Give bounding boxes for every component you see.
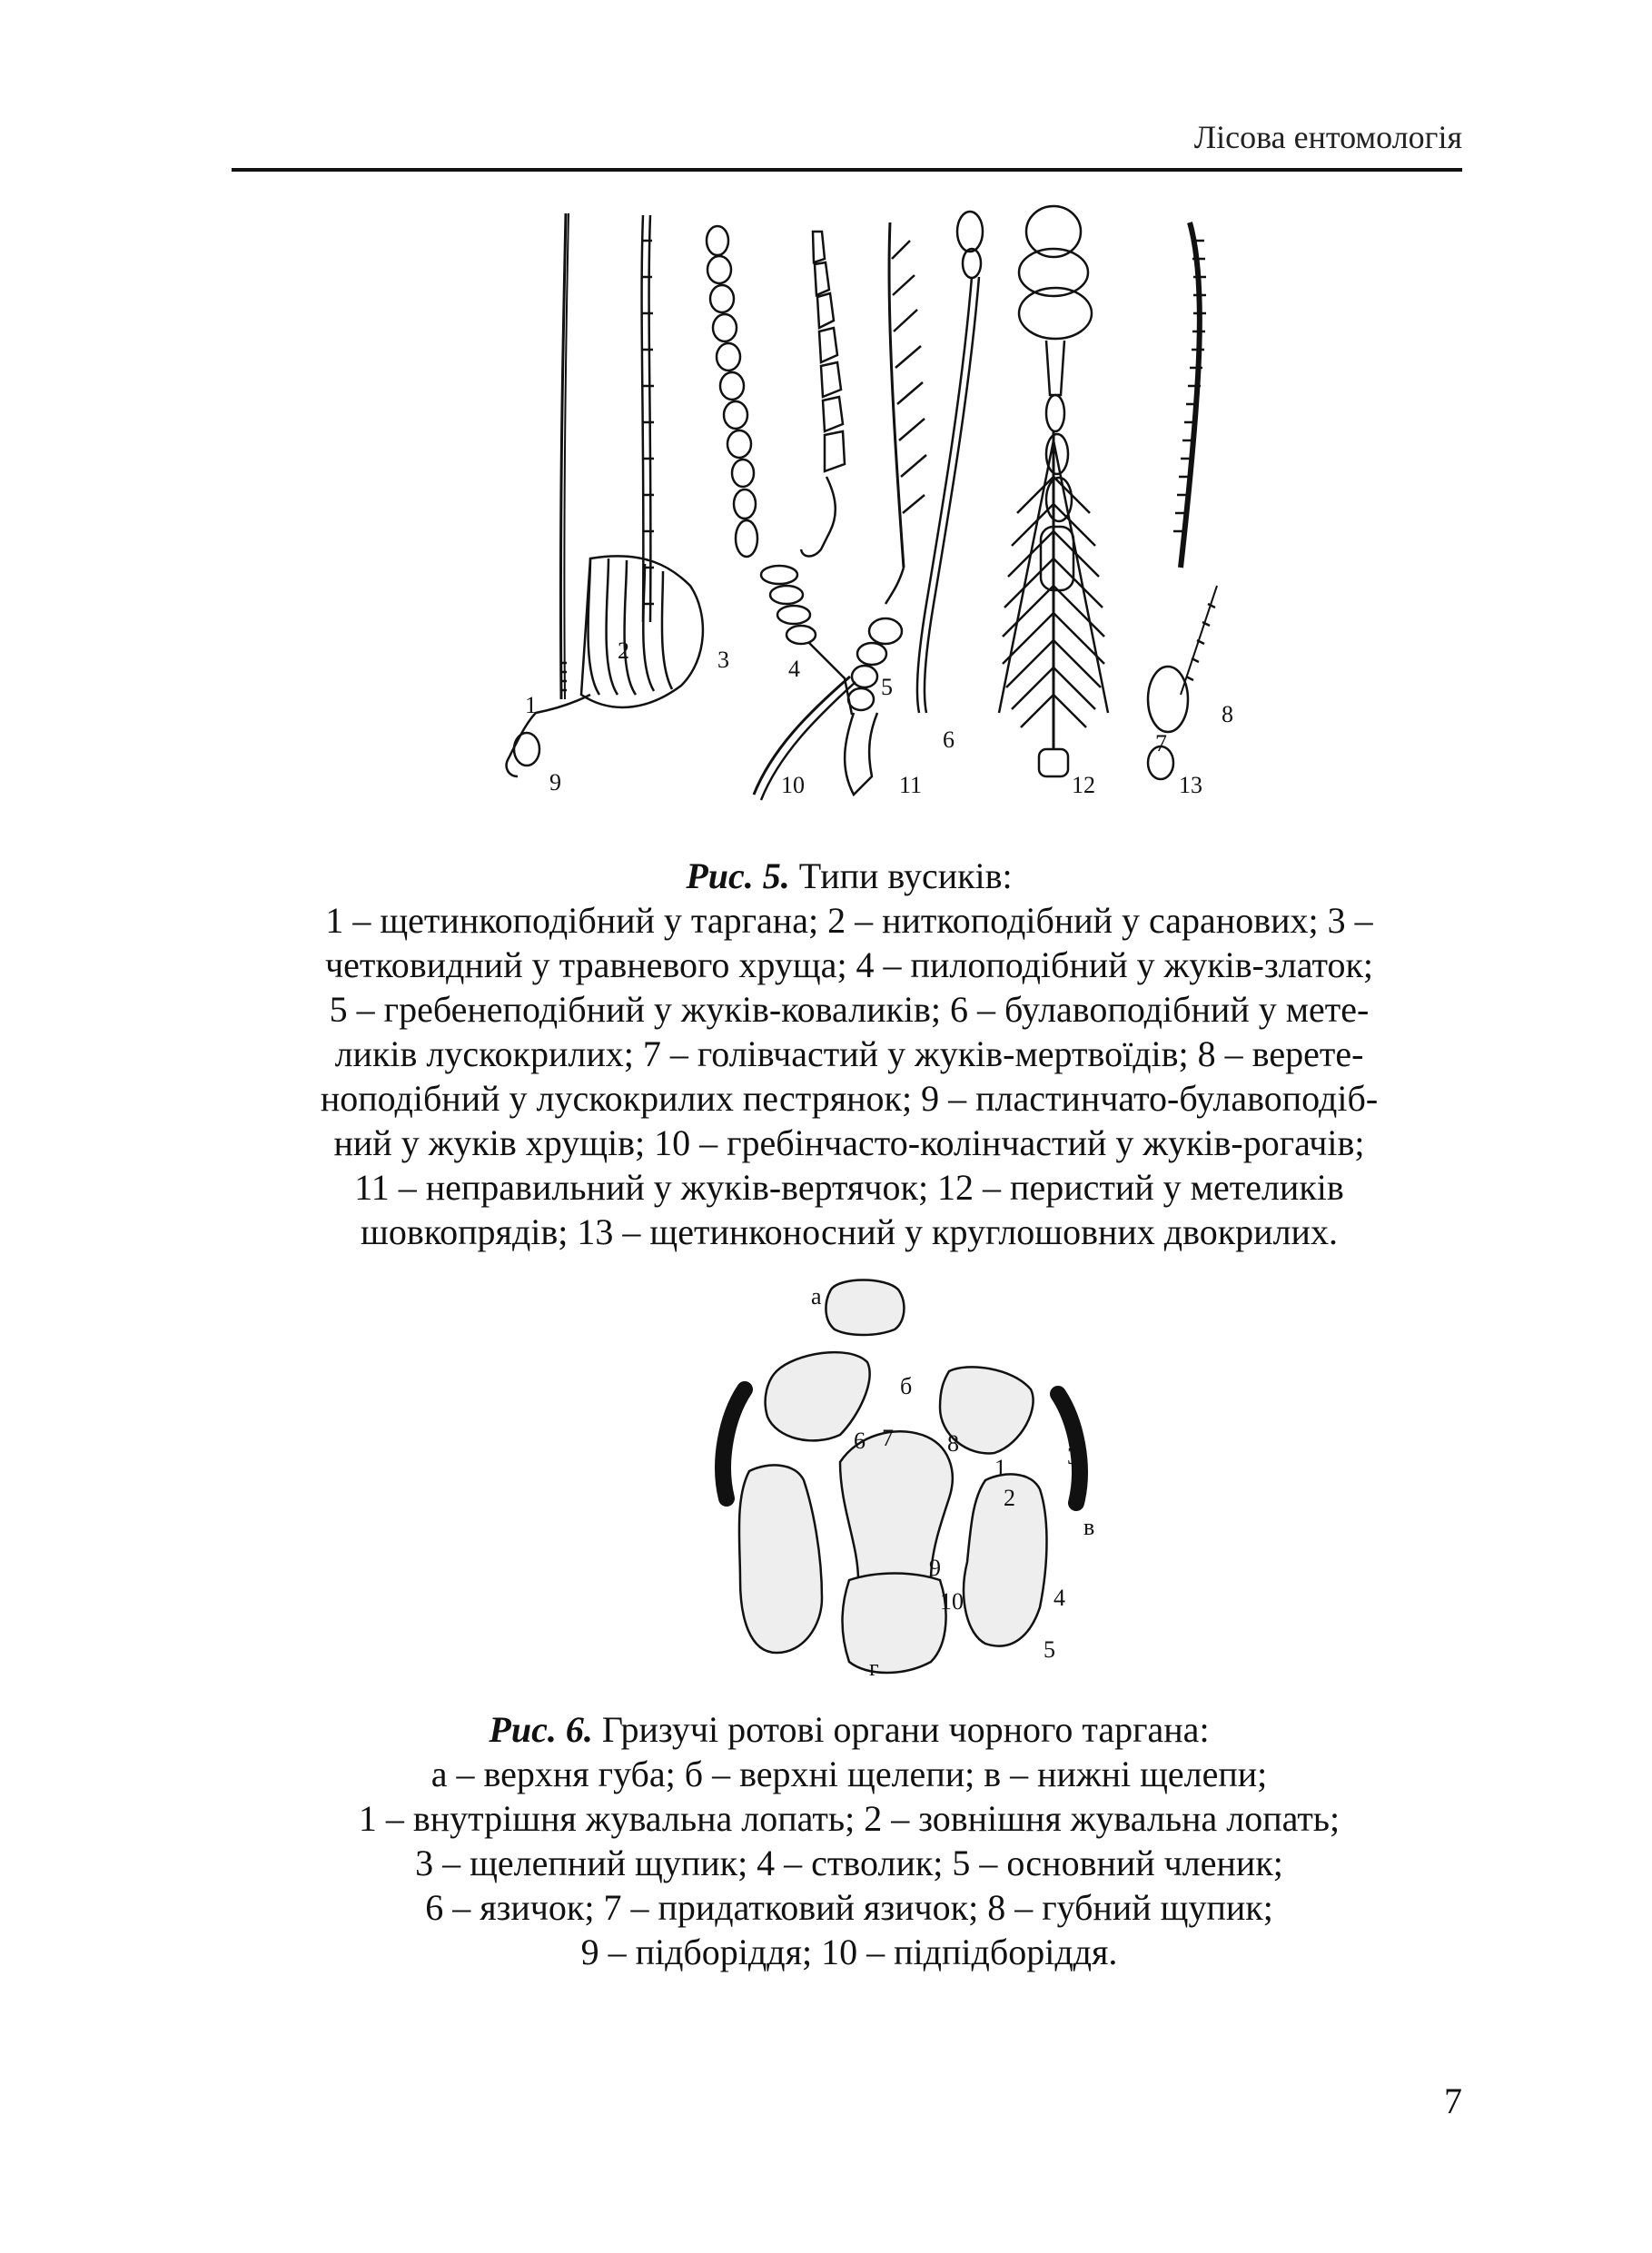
fig6-label-g: г xyxy=(869,1655,879,1680)
figure-6-caption-line: а – верхня губа; б – верхні щелепи; в – нижні щелепи; xyxy=(430,1754,1268,1794)
antenna-6-drawing xyxy=(917,212,983,713)
figure-6-caption-line: 3 – щелепний щупик; 4 – стволик; 5 – основний членик; xyxy=(415,1843,1283,1883)
header-rule xyxy=(232,168,1462,172)
figure-5-caption-line: 1 – щетинкоподібний у таргана; 2 – ниткоподібний у саранових; 3 – xyxy=(325,900,1373,941)
fig5-label-2: 2 xyxy=(618,637,629,664)
labrum-drawing xyxy=(826,1280,904,1336)
figure-5-caption xyxy=(227,854,1471,1254)
fig6-label-a: а xyxy=(811,1283,822,1309)
antenna-10-drawing xyxy=(754,566,856,800)
fig6-label-10: 10 xyxy=(940,1588,964,1615)
figure-5-caption-line: четковидний у травневого хруща; 4 – пилоподібний у жуків-златок; xyxy=(325,944,1373,985)
fig5-label-4: 4 xyxy=(788,656,800,682)
fig6-label-5: 5 xyxy=(1044,1636,1055,1663)
figure-6-number: Рис. 6. xyxy=(489,1709,593,1750)
figure-6-caption-line: 1 – внутрішня жувальна лопать; 2 – зовнішня жувальна лопать; xyxy=(358,1798,1340,1839)
fig5-label-6: 6 xyxy=(943,726,955,753)
figure-5-caption-line: шовкопрядів; 13 – щетинконосний у круглошовних двокрилих. xyxy=(361,1211,1338,1252)
fig5-label-7: 7 xyxy=(1155,730,1167,756)
fig5-label-3: 3 xyxy=(717,647,729,673)
fig6-label-v: в xyxy=(1083,1514,1095,1540)
fig6-label-8: 8 xyxy=(947,1430,959,1457)
figure-6-title: Гризучі ротові органи чорного таргана: xyxy=(601,1709,1210,1750)
figure-5-caption-line: ноподібний у лускокрилих пестрянок; 9 – пластинчато-булавоподіб- xyxy=(320,1078,1379,1119)
figure-5-caption-line: 11 – неправильний у жуків-вертячок; 12 – перистий у метеликів xyxy=(354,1167,1344,1208)
labium-drawing xyxy=(840,1431,953,1673)
fig6-label-2: 2 xyxy=(1004,1485,1015,1511)
antenna-1-drawing xyxy=(560,213,569,699)
fig6-label-9: 9 xyxy=(929,1555,941,1581)
figure-5-caption-line: 5 – гребенеподібний у жуків-коваликів; 6 – булавоподібний у мете- xyxy=(329,989,1370,1030)
figure-5-title: Типи вусиків: xyxy=(798,855,1013,896)
figure-5-caption-line: ний у жуків хрущів; 10 – гребінчасто-колінчастий у жуків-рогачів; xyxy=(333,1122,1365,1163)
figure-5-illustration xyxy=(490,204,1235,822)
fig6-label-4: 4 xyxy=(1054,1585,1065,1611)
figure-6-illustration xyxy=(695,1271,1113,1680)
figure-5-number: Рис. 5. xyxy=(686,855,790,896)
antenna-12-drawing xyxy=(999,431,1108,776)
antenna-9-drawing xyxy=(507,556,703,776)
figure-5-caption-line: ликів лускокрилих; 7 – голівчастий у жуків-мертвоїдів; 8 – верете- xyxy=(334,1033,1364,1074)
fig5-label-9: 9 xyxy=(549,769,561,795)
figure-6-caption-line: 9 – підборіддя; 10 – підпідборіддя. xyxy=(580,1932,1118,1972)
fig5-label-12: 12 xyxy=(1072,772,1095,798)
fig6-label-3: 3 xyxy=(1067,1443,1079,1469)
fig5-label-8: 8 xyxy=(1222,701,1233,727)
fig5-label-1: 1 xyxy=(525,692,537,718)
fig5-label-10: 10 xyxy=(781,772,805,798)
antenna-4-drawing xyxy=(801,232,845,557)
figure-6-heading xyxy=(227,1707,1471,1752)
antenna-5-drawing xyxy=(885,222,926,604)
fig6-label-b: б xyxy=(900,1373,913,1399)
figure-6-caption-line: 6 – язичок; 7 – придатковий язичок; 8 – губний щупик; xyxy=(425,1887,1273,1928)
fig5-label-5: 5 xyxy=(881,674,893,700)
figure-5-heading xyxy=(227,854,1471,898)
antenna-3-drawing xyxy=(707,226,757,557)
fig5-label-11: 11 xyxy=(899,772,923,798)
page-number: 7 xyxy=(1444,2080,1462,2121)
fig6-label-1: 1 xyxy=(994,1455,1006,1481)
antenna-8-drawing xyxy=(1173,222,1206,568)
running-header-title: Лісова ентомологія xyxy=(1193,119,1462,155)
figure-6-caption xyxy=(227,1707,1471,1974)
antenna-11-drawing xyxy=(845,618,902,795)
fig6-label-7: 7 xyxy=(882,1425,894,1451)
fig6-label-6: 6 xyxy=(854,1428,866,1454)
fig5-label-13: 13 xyxy=(1179,772,1202,798)
